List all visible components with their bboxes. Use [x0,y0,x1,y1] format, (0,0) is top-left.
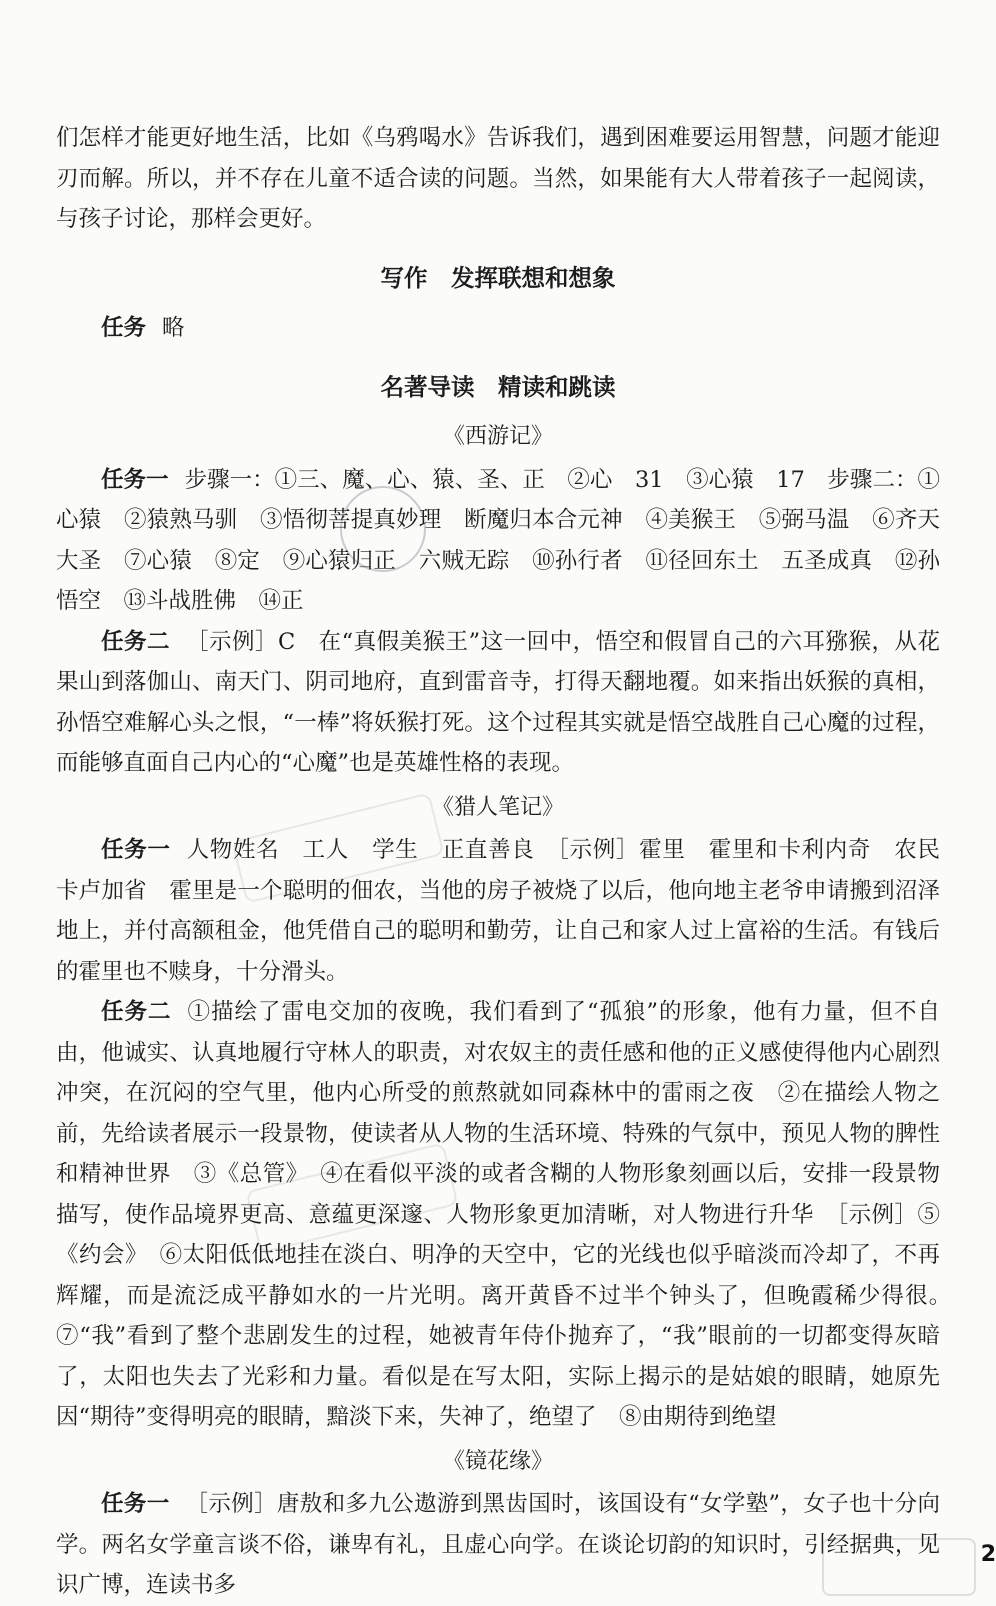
task-text: 略 [162,315,185,341]
book-task [56,622,940,784]
book-title: 《镜花缘》 [442,1448,553,1474]
book-task [56,830,963,992]
task-label: 任务一 [101,466,169,493]
page-number: 2 [980,1542,996,1567]
task-text: ［示例］唐敖和多九公遨游到黑齿国时，该国设有“女学塾”，女子也十分向学。两名女学童言谈不俗，谦卑有礼，且虚心向学。在谈论切韵的知识时，引经据典，见识广博，连读书多 [56,1491,940,1598]
task-text: 人物姓名 工人 学生 正直善良 ［示例］霍里 霍里和卡利内奇 农民 卡卢加省 霍里是一个聪明的佃农，当他的房子被烧了以后，他向地主老爷申请搬到沼泽地上，并付高额租金，他凭借自己的聪明和勤劳，让自己和家人过上富裕的生活。有钱后的霍里也不赎身，十分滑头。 [56,837,963,985]
task-label: 任务一 [101,1491,170,1517]
reading-heading: 名著导读 精读和跳读 [380,372,616,401]
task-label: 任务二 [101,999,172,1025]
book-task [56,992,963,1438]
writing-task [56,308,940,349]
task-label: 任务 [101,315,147,341]
book-title: 《西游记》 [442,424,553,449]
content-column [56,118,963,1606]
task-label: 任务一 [101,837,171,863]
task-label: 任务二 [101,628,170,655]
site-watermark-logo [822,1538,976,1596]
task-text: 步骤一：①三、魔、心、猿、圣、正 ②心 31 ③心猿 17 步骤二：①心猿 ②猿熟马驯 ③悟彻菩提真妙理 断魔归本合元神 ④美猴王 ⑤弼马温 ⑥齐天大圣 ⑦心猿 ⑧定 ⑨心猿归正 六贼无踪 ⑩孙行者 ⑪径回东土 五圣成真 ⑫孙悟空 ⑬斗战胜佛 ⑭正 [56,466,940,614]
book-task [56,1484,940,1606]
task-text: ①描绘了雷电交加的夜晚，我们看到了“孤狼”的形象，他有力量，但不自由，他诚实、认真地履行守林人的职责，对农奴主的责任感和他的正义感使得他内心剧烈冲突，在沉闷的空气里，他内心所受的煎熬就如同森林中的雷雨之夜 ②在描绘人物之前，先给读者展示一段景物，使读者从人物的生活环境、特殊的气氛中，预见人物的脾性和精神世界 ③《总管》 ④在看似平淡的或者含糊的人物形象刻画以后，安排一段景物描写，使作品境界更高、意蕴更深邃、人物形象更加清晰，对人物进行升华 ［示例］⑤《约会》 ⑥太阳低低地挂在淡白、明净的天空中，它的光线也似乎暗淡而冷却了，不再辉耀，而是流泛成平静如水的一片光明。离开黄昏不过半个钟头了，但晚霞稀少得很。 ⑦“我”看到了整个悲剧发生的过程，她被青年侍仆抛弃了，“我”眼前的一切都变得灰暗了，太阳也失去了光彩和力量。看似是在写太阳，实际上揭示的是姑娘的眼睛，她原先因“期待”变得明亮的眼睛，黯淡下来，失神了，绝望了 ⑧由期待到绝望 [56,999,963,1430]
task-text: ［示例］C 在“真假美猴王”这一回中，悟空和假冒自己的六耳猕猴，从花果山到落伽山、南天门、阴司地府，直到雷音寺，打得天翻地覆。如来指出妖猴的真相，孙悟空难解心头之恨，“一棒”将妖猴打死。这个过程其实就是悟空战胜自己心魔的过程，而能够直面自己内心的“心魔”也是英雄性格的表现。 [56,628,940,776]
continued-paragraph: 们怎样才能更好地生活，比如《乌鸦喝水》告诉我们，遇到困难要运用智慧，问题才能迎刃而解。所以，并不存在儿童不适合读的问题。当然，如果能有大人带着孩子一起阅读，与孩子讨论，那样会更好。 [56,125,940,232]
book-title: 《猎人笔记》 [431,794,564,820]
writing-heading: 写作 发挥联想和想象 [380,263,616,292]
book-task [56,460,940,622]
